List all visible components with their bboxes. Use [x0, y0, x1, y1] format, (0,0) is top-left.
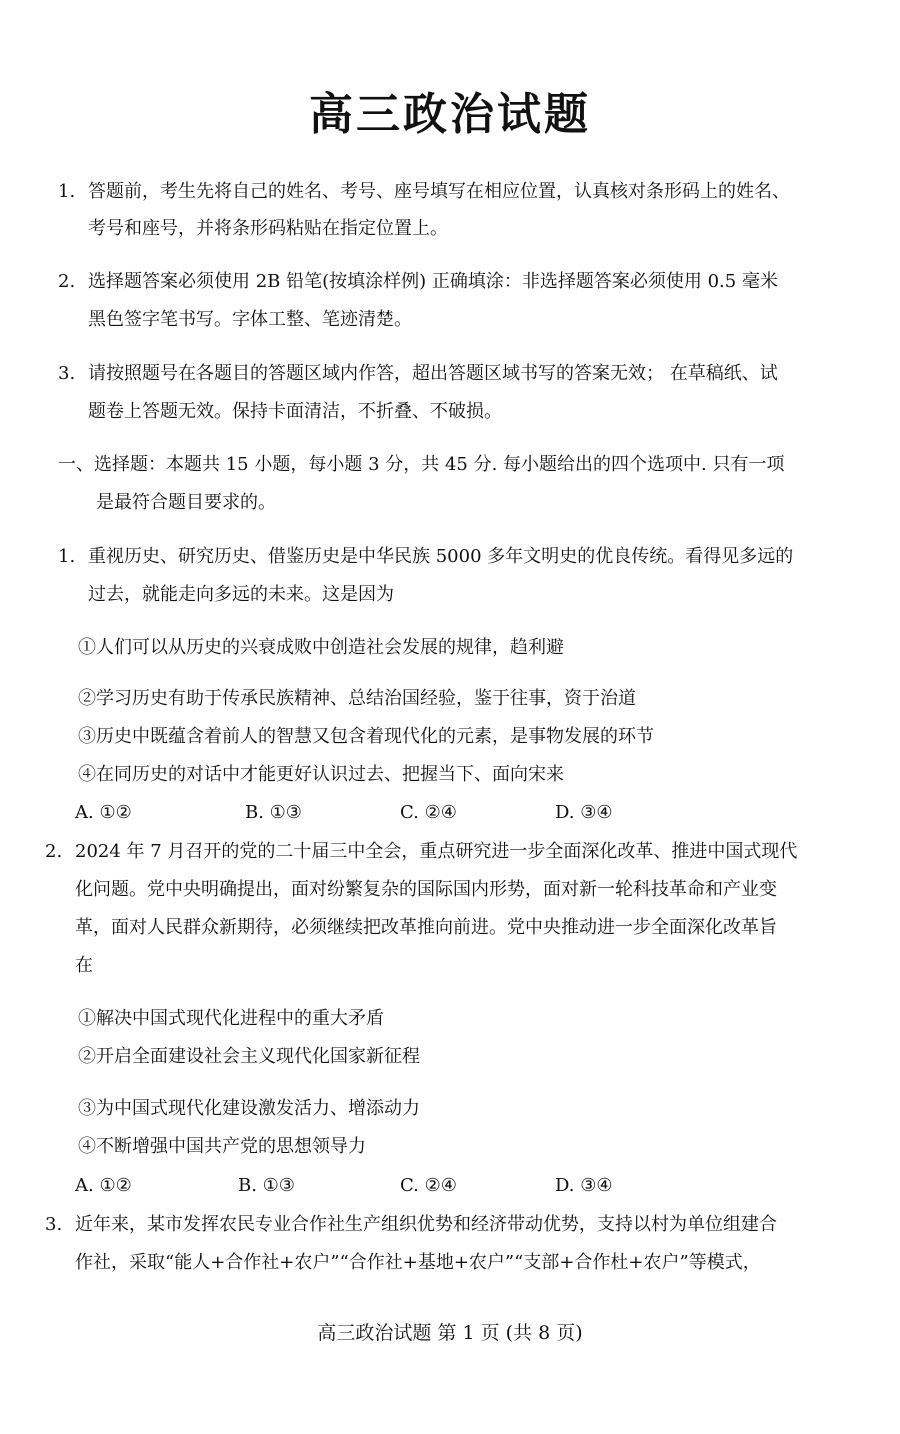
question-item: ③历史中既蕴含着前人的智慧又包含着现代化的元素，是事物发展的环节 — [78, 726, 654, 747]
page-footer: 高三政治试题 第 1 页 (共 8 页) — [317, 1322, 583, 1344]
answer-option: B. ①③ — [238, 1175, 295, 1196]
answer-option: C. ②④ — [400, 1175, 457, 1196]
instruction-text: 题卷上答题无效。保持卡面清洁，不折叠、不破损。 — [88, 401, 502, 422]
answer-option: A. ①② — [75, 802, 132, 823]
question-stem: 2024 年 7 月召开的党的二十届三中全会，重点研究进一步全面深化改革、推进中国式现代 — [75, 841, 798, 862]
question-item: ②学习历史有助于传承民族精神、总结治国经验，鉴于往事，资于治道 — [78, 688, 636, 709]
question-item: ①解决中国式现代化进程中的重大矛盾 — [78, 1008, 384, 1029]
answer-option: D. ③④ — [555, 802, 613, 823]
instruction-number: 2. — [58, 271, 76, 292]
question-number: 2. — [45, 841, 63, 862]
question-item: ②开启全面建设社会主义现代化国家新征程 — [78, 1046, 420, 1067]
instruction-text: 请按照题号在各题目的答题区域内作答，超出答题区域书写的答案无效； 在草稿纸、试 — [88, 363, 778, 384]
instruction-number: 1. — [58, 181, 76, 202]
question-stem: 化问题。党中央明确提出，面对纷繁复杂的国际国内形势，面对新一轮科技革命和产业变 — [75, 879, 777, 900]
question-item: ④不断增强中国共产党的思想领导力 — [78, 1136, 366, 1157]
answer-option: B. ①③ — [245, 802, 302, 823]
question-stem: 近年来，某市发挥农民专业合作社生产组织优势和经济带动优势，支持以村为单位组建合 — [75, 1214, 777, 1235]
answer-option: A. ①② — [75, 1175, 132, 1196]
question-stem: 重视历史、研究历史、借鉴历史是中华民族 5000 多年文明史的优良传统。看得见多远的 — [88, 546, 794, 567]
question-stem: 作社，采取“能人+合作社+农户”“合作社+基地+农户”“支部+合作杜+农户”等模式， — [75, 1252, 761, 1273]
answer-option: C. ②④ — [400, 802, 457, 823]
section-heading: 是最符合题目要求的。 — [96, 492, 276, 513]
instruction-text: 选择题答案必须使用 2B 铅笔(按填涂样例) 正确填涂：非选择题答案必须使用 0.5 毫米 — [88, 271, 778, 292]
question-number: 1. — [58, 546, 76, 567]
answer-option: D. ③④ — [555, 1175, 613, 1196]
question-item: ③为中国式现代化建设激发活力、增添动力 — [78, 1098, 420, 1119]
instruction-text: 答题前，考生先将自己的姓名、考号、座号填写在相应位置，认真核对条形码上的姓名、 — [88, 181, 790, 202]
instruction-text: 黑色签字笔书写。字体工整、笔迹清楚。 — [88, 309, 412, 330]
instruction-number: 3. — [58, 363, 76, 384]
question-item: ①人们可以从历史的兴衰成败中创造社会发展的规律，趋利避 — [78, 637, 564, 658]
question-number: 3. — [45, 1214, 63, 1235]
question-item: ④在同历史的对话中才能更好认识过去、把握当下、面向宋来 — [78, 764, 564, 785]
section-heading: 一、选择题：本题共 15 小题，每小题 3 分，共 45 分. 每小题给出的四个选项中. 只有一项 — [58, 454, 785, 475]
question-stem: 革，面对人民群众新期待，必须继续把改革推向前进。党中央推动进一步全面深化改革旨 — [75, 917, 777, 938]
question-stem: 在 — [75, 955, 93, 976]
page-title: 高三政治试题 — [309, 89, 591, 140]
question-stem: 过去，就能走向多远的未来。这是因为 — [88, 584, 394, 605]
instruction-text: 考号和座号，并将条形码粘贴在指定位置上。 — [88, 218, 448, 239]
